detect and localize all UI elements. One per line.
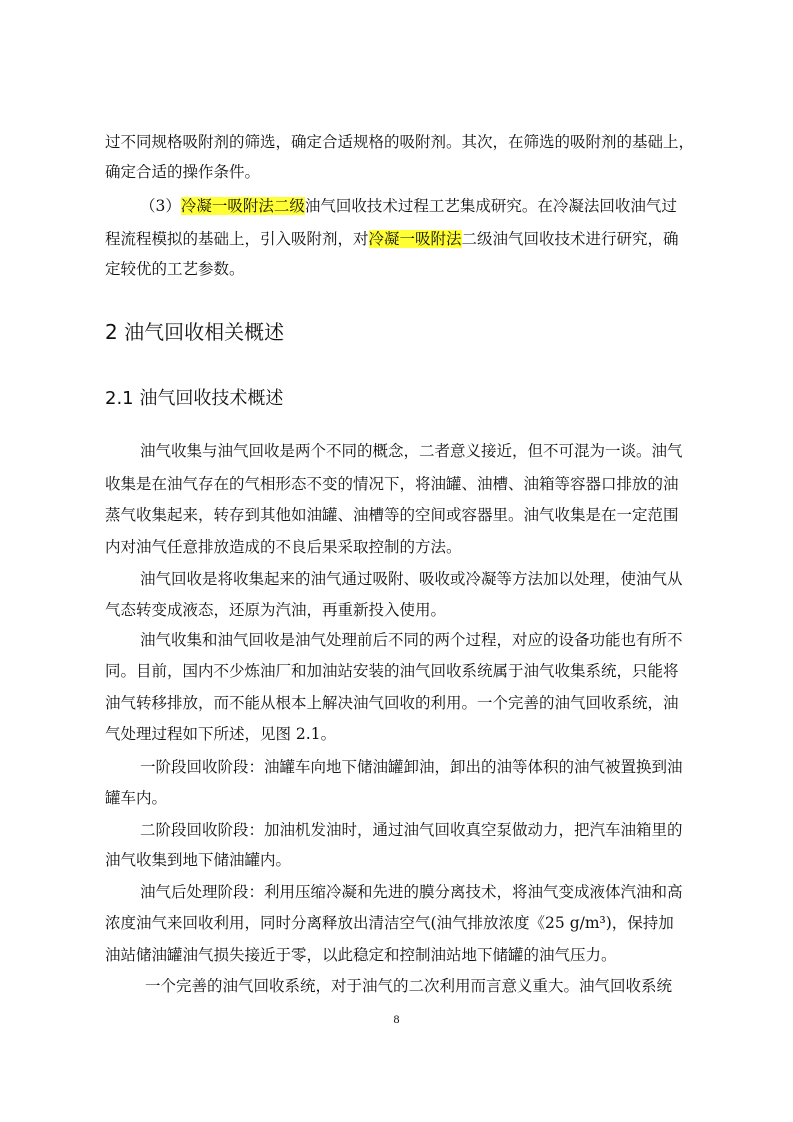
paragraph-line (105, 229, 679, 249)
paragraph-line: 二阶段回收阶段：加油机发油时，通过油气回收真空泵做动力，把汽车油箱里的 (140, 821, 683, 839)
paragraph-line: 浓度油气来回收利用，同时分离释放出清洁空气(油气排放浓度《25 g/m³)，保持加 (105, 914, 674, 932)
subsection-heading: 2.1 油气回收技术概述 (105, 388, 284, 409)
text-run: 二级油气回收技术进行研究，确 (461, 230, 679, 248)
paragraph-line: 定较优的工艺参数。 (105, 260, 245, 278)
text-run: 程流程模拟的基础上，引入吸附剂，对 (105, 230, 369, 248)
page-number: 8 (393, 1012, 400, 1026)
text-run: 油气回收技术过程工艺集成研究。在冷凝法回收油气过 (304, 197, 677, 215)
paragraph-line: 蒸气收集起来，转存到其他如油罐、油槽等的空间或容器里。油气收集是在一定范围 (105, 506, 679, 524)
paragraph-line: 一阶段回收阶段：油罐车向地下储油罐卸油，卸出的油等体积的油气被置换到油 (140, 758, 683, 776)
paragraph-line: 油气收集到地下储油罐内。 (105, 851, 292, 869)
highlighted-text: 冷凝一吸附法 (368, 230, 462, 248)
paragraph-line: 收集是在油气存在的气相形态不变的情况下，将油罐、油槽、油箱等容器口排放的油 (105, 475, 679, 493)
paragraph-line: 油气收集与油气回收是两个不同的概念，二者意义接近，但不可混为一谈。油气 (140, 442, 683, 460)
paragraph-line: 气态转变成液态，还原为汽油，再重新投入使用。 (105, 601, 447, 619)
paragraph-line (140, 196, 677, 216)
list-number: （3） (140, 197, 181, 215)
paragraph-line: 油气收集和油气回收是油气处理前后不同的两个过程，对应的设备功能也有所不 (140, 631, 683, 649)
paragraph-line: 油气回收是将收集起来的油气通过吸附、吸收或冷凝等方法加以处理，使油气从 (140, 570, 683, 588)
paragraph-line: 过不同规格吸附剂的筛选，确定合适规格的吸附剂。其次，在筛选的吸附剂的基础上， (105, 133, 695, 151)
paragraph-line: 油站储油罐油气损失接近于零，以此稳定和控制油站地下储罐的油气压力。 (105, 946, 617, 964)
paragraph-line: 油气后处理阶段：利用压缩冷凝和先进的膜分离技术，将油气变成液体汽油和高 (140, 883, 683, 901)
paragraph-line: 同。目前，国内不少炼油厂和加油站安装的油气回收系统属于油气收集系统，只能将 (105, 662, 679, 680)
paragraph-line: 油气转移排放，而不能从根本上解决油气回收的利用。一个完善的油气回收系统，油 (105, 694, 679, 712)
section-heading: 2 油气回收相关概述 (105, 320, 285, 344)
paragraph-line: 内对油气任意排放造成的不良后果采取控制的方法。 (105, 538, 462, 556)
paragraph-line: 罐车内。 (105, 789, 168, 807)
paragraph-line: 气处理过程如下所述，见图 2.1。 (105, 725, 337, 743)
paragraph-line: 一个完善的油气回收系统，对于油气的二次利用而言意义重大。油气回收系统 (145, 977, 673, 995)
paragraph-line: 确定合适的操作条件。 (105, 163, 261, 181)
highlighted-text: 冷凝一吸附法二级 (180, 197, 305, 215)
